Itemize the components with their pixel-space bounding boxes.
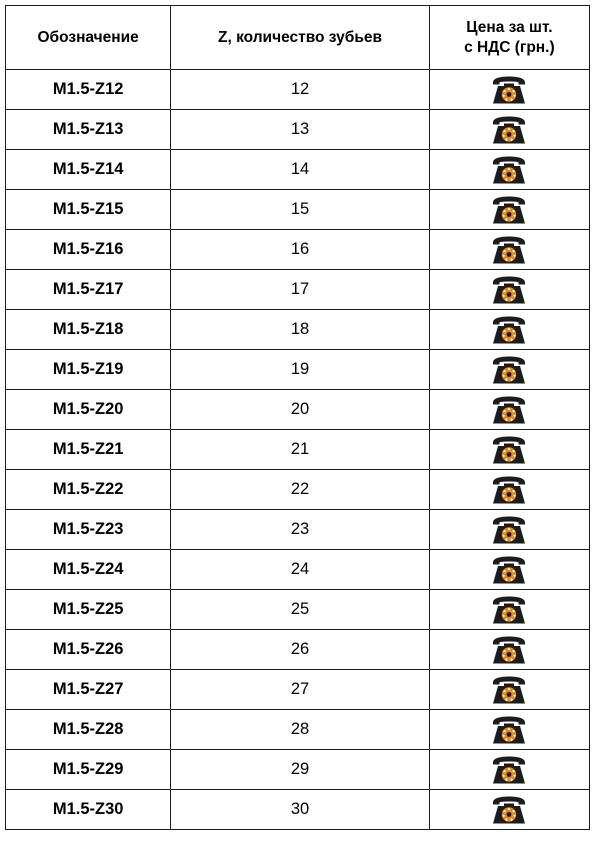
price-cell[interactable] [429, 310, 589, 350]
designation-cell: M1.5-Z13 [6, 110, 171, 150]
table-row [6, 510, 590, 550]
teeth-count-cell: 26 [171, 630, 429, 670]
table-row [6, 390, 590, 430]
designation-cell: M1.5-Z26 [6, 630, 171, 670]
designation-cell: M1.5-Z28 [6, 710, 171, 750]
teeth-count-cell: 15 [171, 190, 429, 230]
header-price-line2: с НДС (грн.) [464, 38, 555, 56]
teeth-count-cell: 21 [171, 430, 429, 470]
designation-cell: M1.5-Z14 [6, 150, 171, 190]
rotary-phone-icon[interactable] [490, 475, 528, 505]
rotary-phone-icon[interactable] [490, 635, 528, 665]
table-row [6, 710, 590, 750]
designation-cell: M1.5-Z21 [6, 430, 171, 470]
designation-cell: M1.5-Z24 [6, 550, 171, 590]
rotary-phone-icon[interactable] [490, 195, 528, 225]
rotary-phone-icon[interactable] [490, 235, 528, 265]
rotary-phone-icon[interactable] [490, 435, 528, 465]
price-cell[interactable] [429, 510, 589, 550]
table-body [6, 70, 590, 830]
price-cell[interactable] [429, 350, 589, 390]
teeth-count-cell: 18 [171, 310, 429, 350]
designation-cell: M1.5-Z15 [6, 190, 171, 230]
rotary-phone-icon[interactable] [490, 675, 528, 705]
header-price-line1: Цена за шт. [466, 18, 553, 36]
teeth-count-cell: 20 [171, 390, 429, 430]
table-row [6, 590, 590, 630]
designation-cell: M1.5-Z23 [6, 510, 171, 550]
teeth-count-cell: 27 [171, 670, 429, 710]
rotary-phone-icon[interactable] [490, 555, 528, 585]
designation-cell: M1.5-Z12 [6, 70, 171, 110]
teeth-count-cell: 16 [171, 230, 429, 270]
table-row [6, 750, 590, 790]
price-cell[interactable] [429, 670, 589, 710]
designation-cell: M1.5-Z18 [6, 310, 171, 350]
price-cell[interactable] [429, 710, 589, 750]
designation-cell: M1.5-Z19 [6, 350, 171, 390]
table-row [6, 550, 590, 590]
table-row [6, 430, 590, 470]
price-cell[interactable] [429, 550, 589, 590]
price-cell[interactable] [429, 110, 589, 150]
teeth-count-cell: 13 [171, 110, 429, 150]
table-row [6, 270, 590, 310]
rotary-phone-icon[interactable] [490, 75, 528, 105]
table-header-row [6, 6, 590, 70]
price-cell[interactable] [429, 750, 589, 790]
table-row [6, 70, 590, 110]
designation-cell: M1.5-Z25 [6, 590, 171, 630]
price-cell[interactable] [429, 230, 589, 270]
table-row [6, 150, 590, 190]
gear-price-table [5, 5, 590, 830]
teeth-count-cell: 30 [171, 790, 429, 830]
price-cell[interactable] [429, 390, 589, 430]
designation-cell: M1.5-Z20 [6, 390, 171, 430]
rotary-phone-icon[interactable] [490, 115, 528, 145]
price-cell[interactable] [429, 270, 589, 310]
table-row [6, 630, 590, 670]
rotary-phone-icon[interactable] [490, 515, 528, 545]
teeth-count-cell: 14 [171, 150, 429, 190]
table-row [6, 110, 590, 150]
table-row [6, 670, 590, 710]
teeth-count-cell: 17 [171, 270, 429, 310]
price-cell[interactable] [429, 70, 589, 110]
table-row [6, 230, 590, 270]
rotary-phone-icon[interactable] [490, 595, 528, 625]
header-teeth-count: Z, количество зубьев [171, 6, 429, 70]
rotary-phone-icon[interactable] [490, 715, 528, 745]
designation-cell: M1.5-Z27 [6, 670, 171, 710]
price-cell[interactable] [429, 790, 589, 830]
teeth-count-cell: 23 [171, 510, 429, 550]
price-cell[interactable] [429, 470, 589, 510]
designation-cell: M1.5-Z16 [6, 230, 171, 270]
rotary-phone-icon[interactable] [490, 795, 528, 825]
table-row [6, 190, 590, 230]
price-cell[interactable] [429, 590, 589, 630]
teeth-count-cell: 19 [171, 350, 429, 390]
teeth-count-cell: 24 [171, 550, 429, 590]
rotary-phone-icon[interactable] [490, 355, 528, 385]
table-row [6, 310, 590, 350]
table-row [6, 470, 590, 510]
rotary-phone-icon[interactable] [490, 395, 528, 425]
table-row [6, 790, 590, 830]
price-cell[interactable] [429, 430, 589, 470]
designation-cell: M1.5-Z30 [6, 790, 171, 830]
price-cell[interactable] [429, 190, 589, 230]
teeth-count-cell: 12 [171, 70, 429, 110]
price-cell[interactable] [429, 150, 589, 190]
table-row [6, 350, 590, 390]
rotary-phone-icon[interactable] [490, 155, 528, 185]
price-cell[interactable] [429, 630, 589, 670]
teeth-count-cell: 29 [171, 750, 429, 790]
teeth-count-cell: 22 [171, 470, 429, 510]
teeth-count-cell: 25 [171, 590, 429, 630]
header-price [429, 6, 589, 70]
header-designation: Обозначение [6, 6, 171, 70]
designation-cell: M1.5-Z22 [6, 470, 171, 510]
designation-cell: M1.5-Z29 [6, 750, 171, 790]
rotary-phone-icon[interactable] [490, 275, 528, 305]
rotary-phone-icon[interactable] [490, 755, 528, 785]
designation-cell: M1.5-Z17 [6, 270, 171, 310]
rotary-phone-icon[interactable] [490, 315, 528, 345]
teeth-count-cell: 28 [171, 710, 429, 750]
